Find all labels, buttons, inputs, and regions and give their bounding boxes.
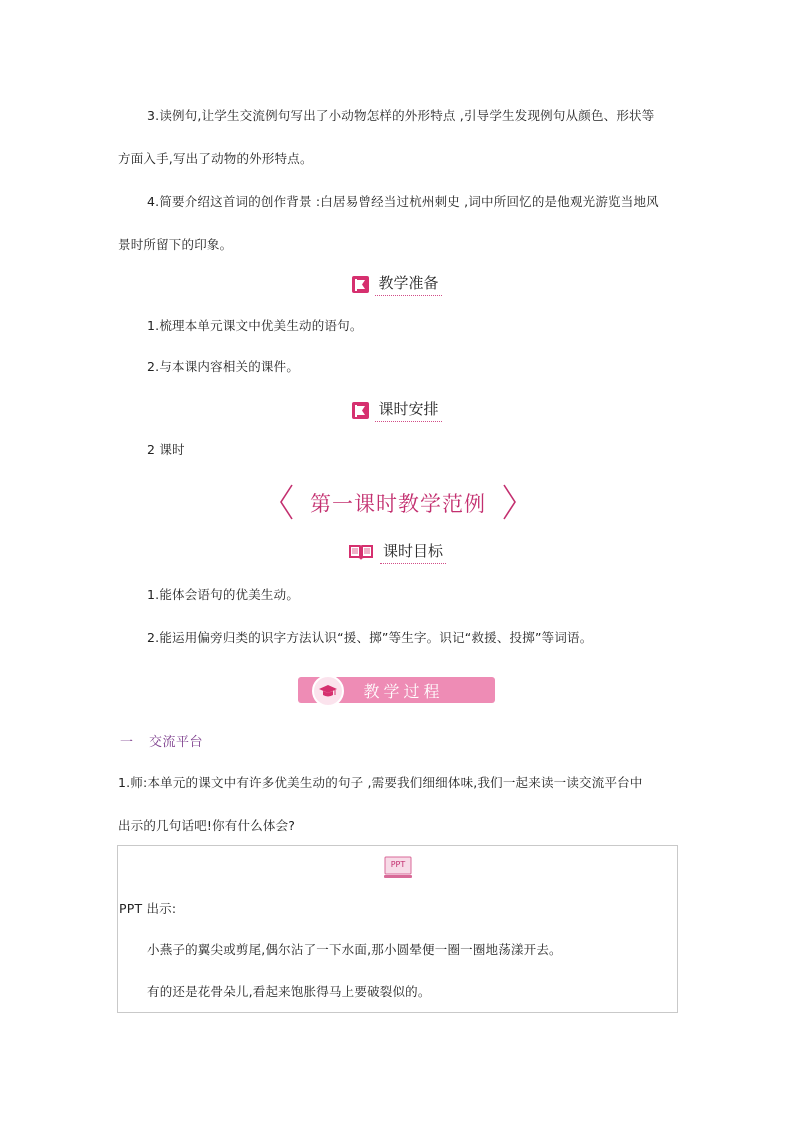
section-title-goals: 课时目标: [380, 540, 446, 564]
prep-item-1: 1.梳理本单元课文中优美生动的语句。: [147, 318, 363, 333]
ppt-line-1: 小燕子的翼尖或剪尾,偶尔沾了一下水面,那小圆晕便一圈一圈地荡漾开去。: [147, 942, 562, 957]
flag-icon: [352, 402, 369, 419]
section-header-schedule: [0, 398, 794, 422]
book-icon: [348, 542, 374, 562]
schedule-text: 2 课时: [147, 442, 185, 457]
paragraph-4-line-2: 景时所留下的印象。: [118, 237, 233, 252]
ppt-box: [117, 845, 678, 1013]
ppt-heading: PPT 出示:: [119, 901, 177, 916]
section-1-line-1: 1.师:本单元的课文中有许多优美生动的句子 ,需要我们细细体味,我们一起来读一读交流平台中: [118, 775, 643, 790]
section-title-prep: 教学准备: [375, 272, 441, 296]
goal-item-2: 2.能运用偏旁归类的识字方法认识“援、掷”等生字。识记“救援、投掷”等词语。: [147, 630, 593, 645]
goal-item-1: 1.能体会语句的优美生动。: [147, 587, 300, 602]
paragraph-4-line-1: 4.简要介绍这首词的创作背景 :白居易曾经当过杭州刺史 ,词中所回忆的是他观光游览当地风: [147, 194, 659, 209]
section-header-goals: [0, 540, 794, 564]
paragraph-3-line-2: 方面入手,写出了动物的外形特点。: [118, 151, 313, 166]
lesson-title-banner: [278, 483, 518, 521]
section-header-prep: [0, 272, 794, 296]
ppt-line-2: 有的还是花骨朵儿,看起来饱胀得马上要破裂似的。: [147, 984, 431, 999]
graduation-cap-icon: [312, 675, 344, 707]
process-title: 教学过程: [363, 681, 444, 701]
section-1-number: 一: [120, 735, 134, 750]
lesson-title: 第一课时教学范例: [310, 492, 486, 516]
flag-icon: [352, 276, 369, 293]
section-title-schedule: 课时安排: [375, 398, 441, 422]
prep-item-2: 2.与本课内容相关的课件。: [147, 359, 300, 374]
section-1-line-2: 出示的几句话吧!你有什么体会?: [118, 818, 296, 833]
ppt-icon: [384, 856, 412, 880]
paragraph-3-line-1: 3.读例句,让学生交流例句写出了小动物怎样的外形特点 ,引导学生发现例句从颜色、形状等: [147, 108, 655, 123]
process-pill: [298, 677, 495, 703]
section-1-title: 交流平台: [149, 735, 204, 750]
ppt-icon-label: PPT: [390, 860, 406, 869]
